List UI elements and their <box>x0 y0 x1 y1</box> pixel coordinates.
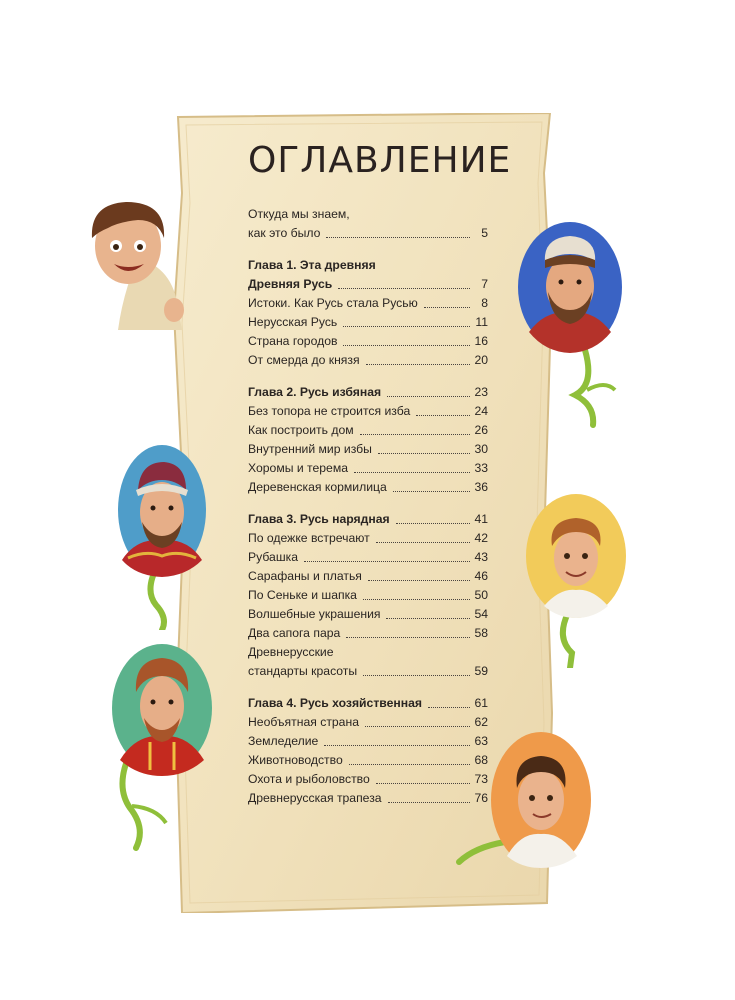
toc-page-number: 11 <box>475 315 488 329</box>
table-of-contents <box>248 205 488 808</box>
dot-leader <box>366 364 470 365</box>
toc-entry[interactable] <box>248 402 488 421</box>
toc-page-number: 23 <box>474 385 488 399</box>
toc-entry[interactable] <box>248 313 488 332</box>
toc-entry[interactable] <box>248 294 488 313</box>
toc-entry-title: Глава 4. Русь хозяйственная <box>248 696 423 710</box>
dot-leader <box>326 237 470 238</box>
section-gap <box>248 681 488 694</box>
dot-leader <box>386 618 470 619</box>
toc-entry-title: Глава 3. Русь нарядная <box>248 512 390 526</box>
toc-page-number: 5 <box>481 226 488 240</box>
toc-page-number: 76 <box>474 791 488 805</box>
toc-chapter-entry[interactable] <box>248 275 488 294</box>
toc-entry-title: Сарафаны и платья <box>248 569 362 583</box>
toc-entry-title: Глава 2. Русь избяная <box>248 385 382 399</box>
toc-entry[interactable] <box>248 751 488 770</box>
toc-page-number: 30 <box>474 442 488 456</box>
toc-page-number: 20 <box>474 353 488 367</box>
toc-entry-title: Земледелие <box>248 734 319 748</box>
dot-leader <box>360 434 470 435</box>
dot-leader <box>424 307 470 308</box>
toc-page-number: 50 <box>474 588 488 602</box>
toc-entry-title: Волшебные украшения <box>248 607 381 621</box>
dot-leader <box>378 453 470 454</box>
page-title: ОГЛАВЛЕНИЕ <box>248 140 512 181</box>
toc-entry-title: Нерусская Русь <box>248 315 338 329</box>
dot-leader <box>376 542 470 543</box>
toc-entry-title: Страна городов <box>248 334 338 348</box>
toc-entry-title: Древнерусские <box>248 645 334 659</box>
section-gap <box>248 243 488 256</box>
toc-chapter-entry[interactable] <box>248 694 488 713</box>
toc-chapter-entry[interactable] <box>248 510 488 529</box>
toc-page-number: 33 <box>474 461 488 475</box>
dot-leader <box>304 561 470 562</box>
toc-page-number: 54 <box>474 607 488 621</box>
dot-leader <box>363 599 470 600</box>
bearded-man-fur-hat-portrait <box>515 220 630 430</box>
toc-entry[interactable] <box>248 586 488 605</box>
dot-leader <box>363 675 470 676</box>
toc-chapter-entry[interactable] <box>248 383 488 402</box>
dot-leader <box>343 345 470 346</box>
toc-page-number: 24 <box>474 404 488 418</box>
toc-entry-title: Древняя Русь <box>248 277 333 291</box>
toc-entry[interactable] <box>248 643 488 662</box>
toc-entry[interactable] <box>248 770 488 789</box>
toc-page-number: 7 <box>481 277 488 291</box>
dot-leader <box>396 523 470 524</box>
toc-entry-title: как это было <box>248 226 321 240</box>
dot-leader <box>387 396 470 397</box>
toc-page-number: 59 <box>474 664 488 678</box>
toc-entry[interactable] <box>248 205 488 224</box>
toc-entry[interactable] <box>248 624 488 643</box>
toc-page-number: 42 <box>474 531 488 545</box>
toc-page-number: 46 <box>474 569 488 583</box>
toc-entry-title: Рубашка <box>248 550 298 564</box>
toc-page-number: 41 <box>474 512 488 526</box>
toc-entry[interactable] <box>248 529 488 548</box>
toc-entry[interactable] <box>248 789 488 808</box>
dot-leader <box>368 580 470 581</box>
toc-entry[interactable] <box>248 567 488 586</box>
toc-entry-title: Откуда мы знаем, <box>248 207 350 221</box>
dot-leader <box>338 288 470 289</box>
toc-page-number: 8 <box>481 296 488 310</box>
toc-page-number: 58 <box>474 626 488 640</box>
toc-entry-title: Животноводство <box>248 753 343 767</box>
toc-entry-title: По одежке встречают <box>248 531 370 545</box>
toc-entry[interactable] <box>248 713 488 732</box>
toc-page-number: 73 <box>474 772 488 786</box>
toc-page-number: 43 <box>474 550 488 564</box>
section-gap <box>248 497 488 510</box>
toc-page-number: 63 <box>474 734 488 748</box>
toc-page-number: 62 <box>474 715 488 729</box>
toc-entry-title: Необъятная страна <box>248 715 359 729</box>
toc-entry-title: От смерда до князя <box>248 353 360 367</box>
dot-leader <box>393 491 470 492</box>
toc-entry[interactable] <box>248 478 488 497</box>
toc-entry-title: стандарты красоты <box>248 664 358 678</box>
toc-entry[interactable] <box>248 224 488 243</box>
toc-chapter-entry[interactable] <box>248 256 488 275</box>
toc-entry[interactable] <box>248 548 488 567</box>
toc-entry-title: Хоромы и терема <box>248 461 348 475</box>
toc-entry[interactable] <box>248 440 488 459</box>
bearded-man-red-shirt-portrait <box>106 440 206 630</box>
toc-entry[interactable] <box>248 732 488 751</box>
dot-leader <box>354 472 470 473</box>
dot-leader <box>346 637 470 638</box>
dot-leader <box>349 764 470 765</box>
toc-entry-title: Без топора не строится изба <box>248 404 411 418</box>
toc-entry[interactable] <box>248 605 488 624</box>
dot-leader <box>416 415 470 416</box>
dot-leader <box>428 707 470 708</box>
dot-leader <box>324 745 470 746</box>
red-haired-man-portrait <box>106 638 216 858</box>
toc-entry[interactable] <box>248 662 488 681</box>
toc-page-number: 36 <box>474 480 488 494</box>
dark-haired-boy-portrait <box>455 722 595 882</box>
toc-page-number: 61 <box>474 696 488 710</box>
toc-page-number: 26 <box>474 423 488 437</box>
toc-entry[interactable] <box>248 332 488 351</box>
toc-entry-title: Два сапога пара <box>248 626 341 640</box>
toc-entry[interactable] <box>248 459 488 478</box>
toc-entry-title: Древнерусская трапеза <box>248 791 382 805</box>
toc-entry-title: Внутренний мир избы <box>248 442 372 456</box>
toc-entry-title: Глава 1. Эта древняя <box>248 258 376 272</box>
dot-leader <box>343 326 470 327</box>
section-gap <box>248 370 488 383</box>
peeking-boy-illustration <box>78 198 190 330</box>
toc-entry[interactable] <box>248 421 488 440</box>
toc-entry-title: Как построить дом <box>248 423 354 437</box>
toc-entry-title: Истоки. Как Русь стала Русью <box>248 296 418 310</box>
toc-entry-title: По Сеньке и шапка <box>248 588 357 602</box>
toc-entry-title: Охота и рыболовство <box>248 772 370 786</box>
toc-entry[interactable] <box>248 351 488 370</box>
curly-haired-boy-portrait <box>520 488 630 668</box>
toc-page-number: 68 <box>474 753 488 767</box>
toc-page-number: 16 <box>474 334 488 348</box>
toc-entry-title: Деревенская кормилица <box>248 480 387 494</box>
